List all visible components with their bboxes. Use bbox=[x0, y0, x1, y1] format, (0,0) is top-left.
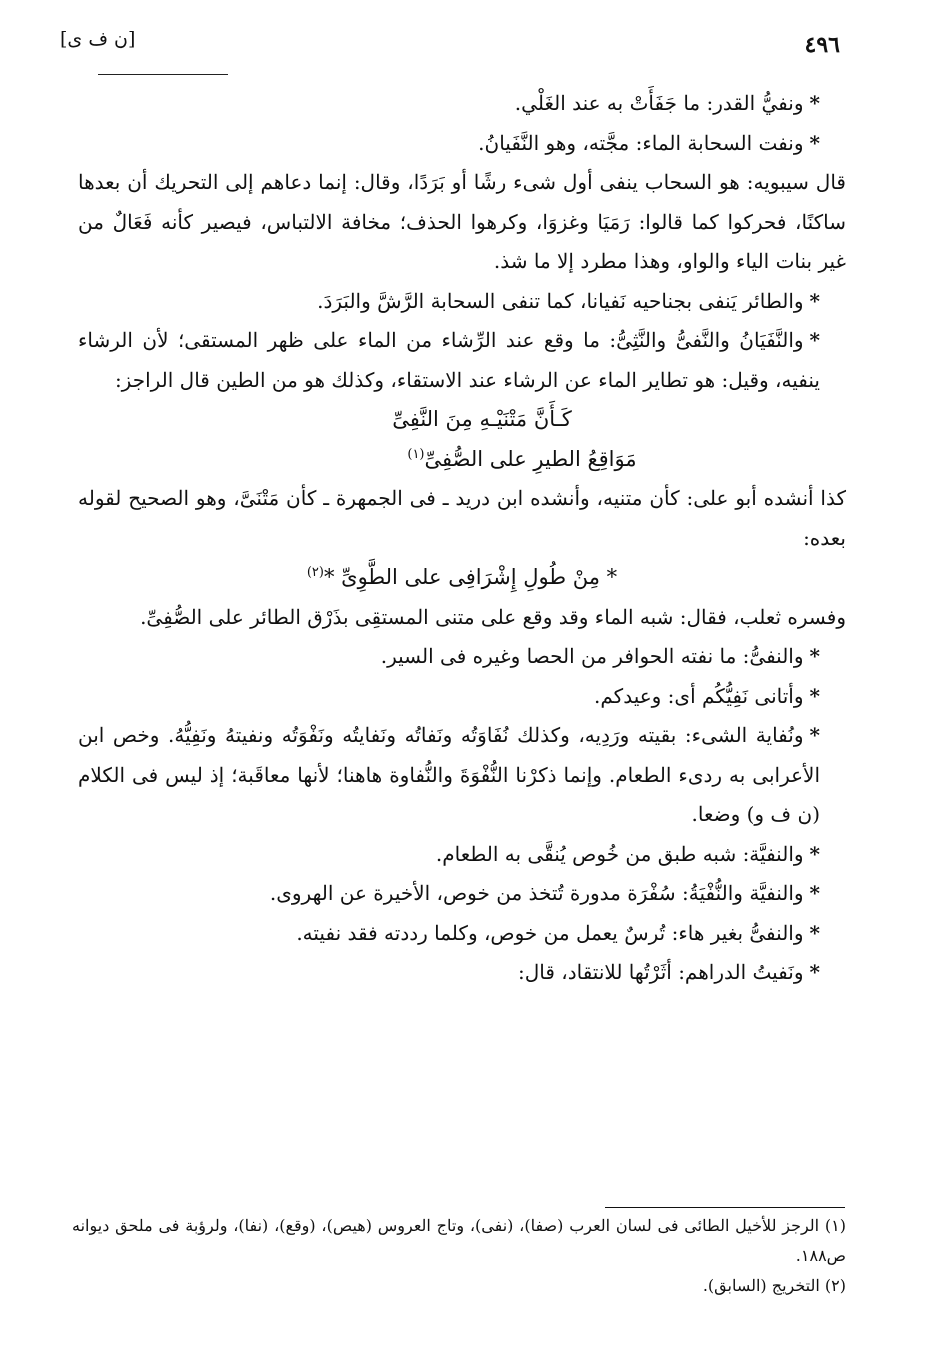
entry-line bbox=[78, 637, 820, 677]
page-header bbox=[60, 22, 860, 70]
entry-text: والنفىُّ بغير هاء: تُرسٌ يعمل من خوص، وكلما رددته فقد نفيته. bbox=[296, 920, 804, 945]
entry-line bbox=[78, 124, 820, 164]
entry-text: ونفيُّ القدر: ما جَفَأَتْ به عند الغَلْي. bbox=[514, 91, 804, 115]
entry-line bbox=[78, 677, 820, 717]
footnote-1: (١) الرجز للأخيل الطائى فى لسان العرب (صفا)، (نفى)، وتاج العروس (هيص)، (وقع)، (نفا)، ولرؤبة فى ملحق ديوانه ص١٨٨. bbox=[72, 1216, 846, 1265]
entry-line bbox=[78, 914, 820, 954]
footnote-rule bbox=[605, 1207, 845, 1208]
entry-text: والنفيَّة: شبه طبق من خُوص يُنقَّى به الطعام. bbox=[435, 841, 804, 866]
footnote-ref: (١) bbox=[407, 446, 425, 462]
footnotes bbox=[72, 1211, 846, 1301]
entry-star: * bbox=[809, 328, 820, 352]
entry-star: * bbox=[809, 644, 820, 668]
verse-text: مَوَاقِعُ الطيرِ على الصُّفِىِّ bbox=[424, 446, 637, 471]
entry-star: * bbox=[809, 960, 820, 984]
entry-line bbox=[78, 874, 820, 914]
entry-line bbox=[78, 321, 820, 400]
entry-text: والنفىُّ: ما نفته الحوافر من الحصا وغيره فى السير. bbox=[380, 644, 804, 668]
entry-text: ونفت السحابة الماء: مجَّته، وهو النَّفَيانُ. bbox=[478, 130, 804, 155]
paragraph: وفسره ثعلب، فقال: شبه الماء وقد وقع على متنى المستقِى بذَرْق الطائر على الصُّفِىِّ. bbox=[140, 604, 846, 629]
entry-text: والطائر يَنفى بجناحيه نَفيانا، كما تنفى السحابة الرَّشَّ والبَرَدَ. bbox=[317, 288, 804, 313]
entry-star: * bbox=[809, 288, 820, 313]
entry-line bbox=[78, 835, 820, 875]
paragraph: كذا أنشده أبو على: كأن متنيه، وأنشده ابن دريد ـ فى الجمهرة ـ كأن مَتْنَىَّ، وهو الصحيح لقوله بعده: bbox=[78, 486, 846, 550]
entry-line bbox=[78, 953, 820, 993]
footnote-2: (٢) التخريج (السابق). bbox=[702, 1276, 846, 1295]
page-number: ٤٩٦ bbox=[804, 32, 840, 58]
entry-star: * bbox=[809, 130, 820, 155]
entry-text: والنَّفَيَانُ والنَّفىُّ والنَّثِىُّ: ما وقع عند الرِّشاء من الماء على ظهر المستقى؛ لأن الرشاء ينفيه، وقيل: هو تطاير الماء عن الرشاء عند الاستقاء، وكذلك هو من الطين قال الراجز: bbox=[78, 328, 820, 392]
entry-text: ونَفيتُ الدراهم: أثَرْتُها للانتقاد، قال: bbox=[517, 960, 804, 984]
header-rule bbox=[98, 74, 228, 75]
entry-star: * bbox=[809, 683, 820, 708]
paragraph: قال سيبويه: هو السحاب ينفى أول شىء رشًا أو بَرَدًا، وقال: إنما دعاهم إلى التحريك أن بعدها ساكنًا، فحركوا كما قالوا: رَمَيَا وغزوَا، وكرهوا الحذف؛ مخافة الالتباس، فيصير كأنه فَعَالٌ من غير بنات الياء والواو، وهذا مطرد إلا ما شذ. bbox=[78, 170, 846, 273]
entry-line bbox=[78, 84, 820, 124]
entry-line bbox=[78, 716, 820, 835]
verse-text: * مِنْ طُولِ إِشْرَافِى على الطَّوِىِّ * bbox=[323, 565, 618, 589]
entry-star: * bbox=[809, 723, 820, 747]
entry-star: * bbox=[809, 91, 820, 115]
verse-line bbox=[78, 558, 846, 598]
entry-star: * bbox=[809, 920, 820, 945]
entry-star: * bbox=[809, 841, 820, 866]
entry-text: وأتانى نَفِيُّكُم أى: وعيدكم. bbox=[594, 683, 804, 708]
entry-text: ونُفاية الشىء: بقيته ورَدِيه، وكذلك نُفَاوَتُه ونَفاتُه ونَفايتُه ونَفْوَتُه ونفيتهُ ونَفِيُّهُ. وخص ابن الأعرابى به ردىء الطعام. وإنما ذكرْنا النُّفْوَةَ والنُّفاوة هاهنا؛ لأنها معاقَبة؛ إذ ليس فى الكلام (ن ف و) وضعا. bbox=[78, 723, 820, 826]
footnote-ref: (٢) bbox=[306, 565, 324, 580]
main-text bbox=[78, 84, 846, 993]
entry-line bbox=[78, 282, 820, 322]
running-head: [ن ف ى] bbox=[60, 28, 136, 50]
verse-line: كَـأَنَّ مَتْنَيْـهِ مِنَ النَّفِىِّ bbox=[392, 407, 572, 431]
verse-line bbox=[78, 440, 846, 480]
entry-text: والنفيَّة والنُّفْيَةُ: سُفْرَة مدورة تُتخذ من خوص، الأخيرة عن الهروى. bbox=[269, 881, 804, 905]
entry-star: * bbox=[809, 881, 820, 905]
